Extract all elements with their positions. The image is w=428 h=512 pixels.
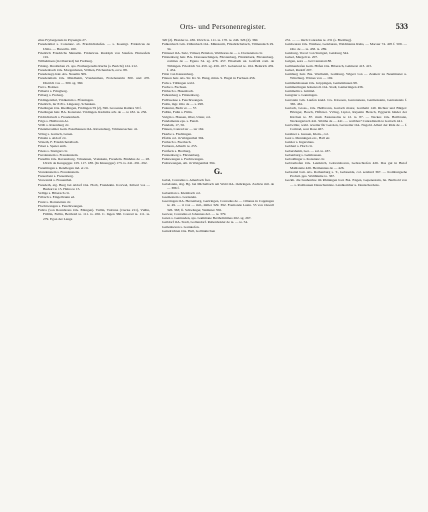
register-entry: elias Frybergensis in Prysengis 27.	[38, 38, 87, 42]
register-entry: Fundamente eps. s. Fundi.	[162, 118, 199, 123]
register-entry: Fulbin, Fulin s. Fülin.	[162, 110, 193, 115]
register-entry: Fulkenbach Gm. Züllenbach OA. Münsterm, Filsabrüchsbach, Vilmendach 29. 34.	[162, 42, 274, 51]
register-entry: Gast s. Menningen etc., Hall etr.	[285, 135, 331, 140]
register-entry: Furlaren, Alberib te. 255.	[162, 144, 198, 149]
page-header	[38, 22, 408, 38]
register-entry: Gaberman s. Kleinbach col.	[162, 190, 201, 195]
register-entry: Fundam, 17, 56.	[162, 123, 185, 127]
register-entry: Frunt s. Dornstetten ctr.	[38, 199, 72, 204]
register-entry: Füsson hair. AG. Str. Kt. St. Hang, minn. S. Hagal in Fuchsen 456.	[162, 76, 256, 81]
register-entry: Freudlin OA. Ravensburg. Vrineknen, Vreinkein, Freudeln. Brnhdus de — 28. Ulrich de Kengegger. 105. 117. 188. (In Kinzegger) 173. ts. 241. 291. 292.	[38, 157, 150, 166]
register-entry: Gaisburg, Vorort von Stuttgart, Gaisburg 344.	[285, 50, 349, 55]
register-column-2-part-a	[162, 38, 274, 166]
register-entry: Fulda, mgr. Otto de — s. 298.	[162, 101, 204, 106]
register-entry: Furtfeck s. Bretburg.	[162, 148, 192, 153]
register-entry: Garrstein Gm. Laufen kreid. LG. Kloosen, Garrensteau, Garmenstein, Garnansteis f. 365. 461.	[285, 97, 407, 106]
register-entry: Fürstenberg hair. BA. Donaueschingen, Fürstenberg, Fürstinberk, Fürstenberg. comites de — Egeno 54. sg. 476. 457. Elisabeth ux. Gotfridi com. de Tübingen. Friedrich 54. 459. sg. 456. 457. Gebertesd te. 164. Heinrich 459. f. 454.	[162, 55, 274, 72]
register-entry: Geckh. die bauherrine im Rhiningen bad. BA. Engen, Gepenestain, bn. Berthold von — s. Rotthausen Dauschsrniste. Landkombur u. Deutschordens.	[285, 178, 407, 187]
register-entry: Friedingen OA. Riedlingen, Fridingen 59 (2), 596. Grosanna Ramtra 59 f.	[38, 106, 142, 110]
register-entry: Gebersheim, Ger. — sal. te. 437.	[285, 148, 331, 153]
register-entry: Gailenheven s. Garnkofen.	[162, 224, 200, 229]
register-column-1	[38, 38, 150, 221]
register-entry: Gerwer, Conradus et Johannes del. — te. 379.	[162, 211, 227, 216]
register-entry: Gallmenhofen Gem. Höfen OA. Biberach, Galmerst 413. 415.	[285, 63, 373, 68]
register-entry: 231. — — mich Conradus te. 231 (s. Breitbug).	[285, 38, 352, 42]
register-entry: Frerdenstein s. Freudenstein.	[38, 152, 79, 157]
section-letter-g: G.	[213, 166, 223, 176]
register-entry: Fridingenthal, Vridkeinin s. Ffraningen.	[38, 97, 94, 102]
register-entry: Gaten s. Gentnaden, sps. Gammane Bertholimmes 262. sg. 267.	[162, 216, 252, 220]
register-entry: Fribach s. Eingelbrunn ed.	[38, 195, 76, 200]
register-entry: Vrineth, F. Friedrichetalbach.	[38, 140, 80, 144]
register-entry: Vulgin s. Hausen, Ober, Unter, col.	[162, 114, 212, 119]
register-entry: Pfaltis col. m Weigenthal 394.	[162, 135, 205, 140]
register-entry: Frising. Dreddeben 21. sps. Freihergeredis Ruchs (s. Bericht) 124. 212.	[38, 63, 138, 68]
register-entry: Gamburg hair. BA. Wertheim, Gamburg. Wigert von — Zeuherr zu Neuminster u. Würzburg. Wirnes von — 192.	[285, 72, 407, 81]
register-entry: Freumingen s. Rendlegen ind. et ctr.	[38, 165, 89, 170]
register-entry: Vrilli s. Rotenburg ctr.	[38, 123, 70, 127]
register-entry: Gastiner s. Gussen, Klein-, col.	[285, 131, 329, 136]
register-entry: Vellige s. Biberach ctr.	[38, 191, 70, 195]
register-entry: Frienmeromler Gem. Eszelhausen OA. Ravensburg, Vrimeursecher. 41.	[38, 127, 139, 132]
register-entry: Furstenberg s. Fürstenberg.	[162, 152, 201, 157]
register-entry: Frinzin s. Aldorf ctr.	[38, 135, 67, 140]
register-column-3	[285, 38, 407, 187]
register-entry: Fürst von Kanzenberg.	[162, 72, 194, 76]
register-entry: Gaisler s. Ingerslaus.	[285, 140, 315, 144]
register-entry: Freuerbetz s. Freuenberg.	[38, 174, 74, 178]
register-entry: Gebenburg s. Gelnhausen.	[285, 152, 322, 157]
register-entry: Fürbach s. Husenbach.	[162, 89, 194, 93]
register-entry: Gammelin s. Gmünd.	[285, 89, 316, 93]
register-entry: Gammelshausen OA. Göppingen, Gemelnhusen 98.	[285, 80, 358, 85]
register-entry: Galsel, Rudolf 207.	[285, 67, 313, 72]
register-entry: Friedingen hair. BA. Konstanz. Vridingen. Radnilre adv. de — te 182. te. 256.	[38, 110, 148, 115]
register-entry: Füssen, Conrad ter — ter 162.	[162, 127, 205, 132]
register-entry: Friezs s. Stuttgart ctr.	[38, 148, 68, 153]
register-entry: Vrewental s. Freuenthal.	[38, 178, 73, 183]
register-entry: Fulentur, Bsdrr er. — 57.	[162, 106, 198, 110]
register-column-2-part-b	[162, 178, 274, 233]
register-entry: 320 (2). Hreider te. 436. Ulrich te. 111. te. 170. te. 246. 326 (2). 360.	[162, 38, 259, 42]
register-entry: Fuitrewangen, Alt. m Weigenthal 394.	[162, 161, 216, 166]
register-entry: Galgen, seax — bei Cannstatt 88.	[285, 59, 332, 64]
register-column-2	[162, 38, 274, 233]
register-entry: Fulltweisse s. Feuchtwangen.	[162, 97, 204, 102]
register-entry: Gebsattel bair. AG. Rothenburg s. T., Gebsseide, col. sentlard 367. — Komburgsehe Probsti. pps. Walthlume to. 367.	[285, 169, 407, 178]
register-entry: Galsel, Margelt te. 207.	[285, 55, 318, 59]
register-entry: Fuhrenberg s. Fürstenberg.	[162, 93, 200, 98]
register-entry: Gebhart s. Horb ctr.	[285, 144, 313, 149]
register-entry: Fuitewangen s. Fuchtwangen.	[162, 157, 204, 161]
register-entry: Fridrichsbach s. Freudenbach.	[38, 114, 81, 119]
register-entry: Gaisbeuren OA. Waldsee, Geisburen, Waldmanns Ruhs, — Macaur 74. 405 f. 509. — Otto de — te. 458. ts. 289.	[285, 42, 407, 51]
register-entry: Gaindrichten OA. Hall, Gollinkirchen	[162, 228, 216, 233]
register-entry: Gaemestein s. Garnstein.	[162, 194, 197, 199]
register-entry: Friberg s. Freberg.	[38, 93, 64, 98]
register-entry: Gartwiller, wahl. reveiler für Gerolen, Gerweiler OA. Nagold. Albert der Ride de — f. Comrad, sour Rose 467.	[285, 123, 407, 132]
register-entry: Friset s. Speier enth.	[38, 144, 67, 149]
register-entry: Frei s. Bottner.	[38, 84, 59, 89]
register-entry: Friedrich Friedrichs Sünnelin. Fridericus. Rudolph von Staufen. Ehrnesfels 191.	[38, 50, 150, 59]
running-title: Orts- und Personenregister.	[179, 22, 267, 31]
register-entry: Friedrich, Iar 818 s. Lingeany, Schanken.	[38, 101, 96, 106]
register-entry: Gartach, Gross-, OA. Heilbronn, Gartach maior, Garthaht 149. Richter und Bürger: Hörnger, Bosch, Hiflcnet. Vvilag, Lipior, Reyenin Hersch, Eggrerin hinder der Kirchen te. 87. mult. Eastensolns te 12. ts. 87. — Necker. OA. Heilbronn, Neckargartach 441. Sibithe de — 441. — weibber? Cunradistem te Gartach 441.	[285, 106, 407, 123]
register-entry: Gabel, Conradus s. Amerbach frei.	[162, 177, 211, 182]
register-entry: Gangrier s. Ganningen.	[285, 93, 318, 98]
register-entry: Fubs s. Tübingen wald.	[162, 80, 195, 85]
register-entry: Gaerringen OA. Herrenberg, Gertringen, Conradus de — villanus in Cappingen te. 49. — ri vox — mil., miller 329. 392. Fremonde Lusin. 55 von Oswell 326. 363; ft. Schwänger, Wemnter 356.	[162, 199, 274, 212]
register-entry: Gabelstein, abg. Bg. bei Michelbach am Wald OA. Oehringen. Zachrie mil. de — 386 f.	[162, 182, 274, 191]
register-entry: Vrilag s. Gartach, Gruen.	[38, 131, 74, 136]
register-entry: Geboldinger s. Konstanz ctr.	[285, 157, 325, 161]
register-entry: Freudenbach OA. Morgenbaten, Vrilhen, Frichenbach, ecce. 88.	[38, 67, 128, 72]
register-entry: Gammertingen hohenzoll. OA. Stadt, Gamertingen 436.	[285, 84, 364, 89]
register-entry: Freudenthal s. Constanz. ab. Friedrichshafen. — s. Koentgr. Fridericus de Ulma. — Buwelln. 160.	[38, 42, 150, 51]
register-entry: Gebrazhofen OA. Leutkirch, Gobratshoven, Gebrechtofen 426. Das gut in Buiof Mahlstette 426. Hermannus de — 426.	[285, 161, 407, 170]
register-entry: Fkarbe s. Fischingen.	[162, 131, 192, 136]
register-entry: Vrendenstein s. Freudenstein.	[38, 169, 80, 174]
page-number: 533	[395, 22, 408, 31]
register-entry: Friga s. Haltbronn Ar.	[38, 118, 69, 123]
register-entry: Fürnssel OA. Sulz, Vrmsel, Britelon, Walthorus de — s. Dornstetten ctr.	[162, 50, 263, 55]
register-entry: Furbach s. Fuerbach.	[162, 140, 192, 144]
register-entry: Freudenmain OA. Mindheim, Vrusbenman, Frolebenstrin 300. und 470. Distrlch vos — 300. sg. 360.	[38, 76, 150, 85]
register-entry: Gaildorf OA. Stadt, Gollendorf. Rubenbokler de te. — te. 54.	[162, 220, 249, 225]
register-entry: Freudensyp hair. AG. Neuelin 309.	[38, 72, 87, 76]
page	[38, 0, 408, 512]
register-entry: Frihertz s. Fringberg.	[38, 89, 68, 93]
register-entry: Flochtwangen s. Feuchtwangen.	[38, 203, 84, 208]
register-entry: Fuche s. Fuchsen.	[162, 84, 188, 89]
register-entry: Freudeth, atg. Burg bei Aldorf OA. Horb, Frundekin. Kovwel, Kilwel vos — Burkart te 15. Halna te 15.	[38, 182, 150, 191]
register-entry: Wilhelmsen (in Oberried) bei Freiburg.	[38, 59, 93, 64]
register-entry: Fulica (von Ronnbrons OA. Ehingen). Vullin, Vulcnna (vrecke 211), Vullin, Fülilin, Fullin, Berthold te. 111. ts. 456. C. Ingen 360. Conrad te. 111. te. 279. Egon der Lange	[38, 208, 150, 221]
